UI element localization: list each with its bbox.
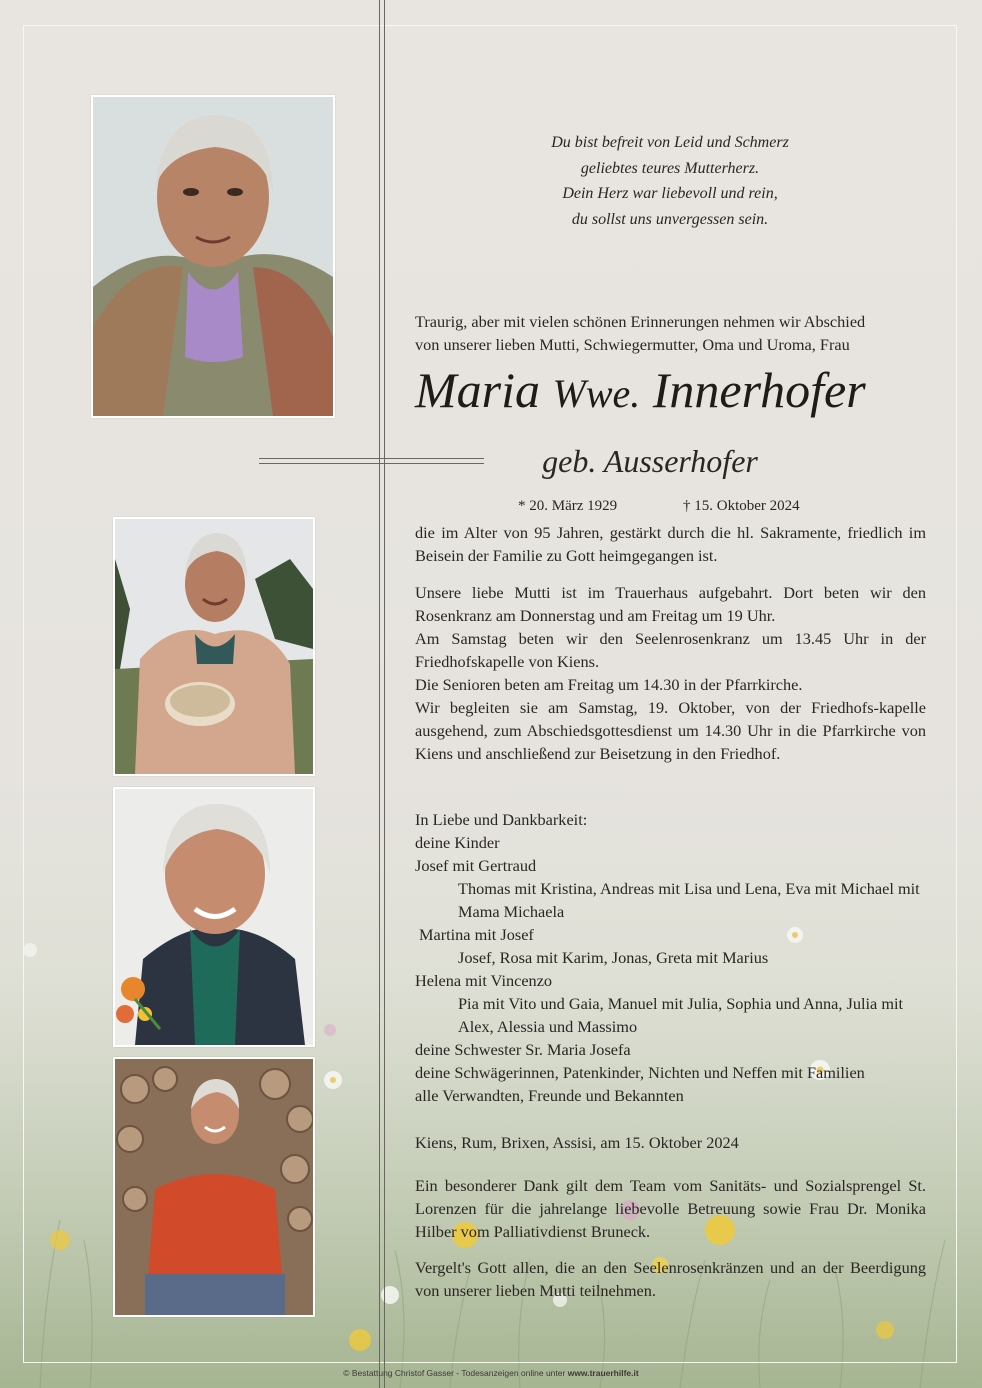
footer-online-text: Todesanzeigen online unter bbox=[461, 1368, 566, 1378]
photo-with-woodpile bbox=[113, 1057, 315, 1317]
thanks-paragraph: Ein besonderer Dank gilt dem Team vom Sanitäts- und Sozialsprengel St. Lorenzen für die jahrelange liebevolle Betreuung sowie Frau Dr. Monika Hilber vom Palliativdienst Bruneck. bbox=[415, 1176, 926, 1241]
mourner-line: Martina mit Josef bbox=[419, 925, 534, 944]
viewing-line: Am Samstag beten wir den Seelenrosenkranz um 13.45 Uhr in der Friedhofskapelle von Kiens. bbox=[415, 629, 926, 671]
last-name: Innerhofer bbox=[652, 362, 866, 418]
intro-line: Traurig, aber mit vielen schönen Erinnerungen nehmen wir Abschied bbox=[415, 312, 866, 331]
poem-line: Dein Herz war liebevoll und rein, bbox=[562, 185, 778, 202]
mourner-line: Thomas mit Kristina, Andreas mit Lisa und Lena, Eva mit Michael mit Mama Michaela bbox=[458, 879, 920, 921]
cross-vertical-line bbox=[384, 0, 385, 1388]
first-name: Maria bbox=[415, 362, 540, 418]
mourner-line: deine Kinder bbox=[415, 833, 500, 852]
widow-prefix: Wwe. bbox=[552, 371, 641, 416]
viewing-line: Die Senioren beten am Freitag um 14.30 in der Pfarrkirche. bbox=[415, 675, 803, 694]
footer-copyright: © Bestattung Christof Gasser - bbox=[343, 1368, 460, 1378]
mourner-line: Pia mit Vito und Gaia, Manuel mit Julia, Sophia und Anna, Julia mit Alex, Alessia und Massimo bbox=[458, 994, 904, 1036]
place-date: Kiens, Rum, Brixen, Assisi, am 15. Oktober 2024 bbox=[415, 1133, 739, 1152]
mourner-line: deine Schwester Sr. Maria Josefa bbox=[415, 1040, 631, 1059]
poem-line: du sollst uns unvergessen sein. bbox=[571, 210, 769, 228]
intro-text bbox=[415, 310, 926, 356]
poem-line: Du bist befreit von Leid und Schmerz bbox=[551, 134, 789, 151]
deceased-name bbox=[415, 360, 935, 424]
memorial-poem bbox=[470, 130, 870, 232]
photo-with-mushroom bbox=[113, 517, 315, 776]
portrait-photo bbox=[91, 95, 335, 418]
funeral-paragraph: Wir begleiten sie am Samstag, 19. Oktober, von der Friedhofs-kapelle ausgehend, zum Abschiedsgottesdienst um 14.30 Uhr in die Pfarrkirche von Kiens und anschließend zur Beisetzung in den Friedhof. bbox=[415, 698, 926, 763]
birth-name: geb. Ausserhofer bbox=[542, 443, 758, 479]
intro-line: von unserer lieben Mutti, Schwiegermutter, Oma und Uroma, Frau bbox=[415, 335, 850, 354]
birth-date: * 20. März 1929 bbox=[518, 498, 618, 514]
mourners-heading: In Liebe und Dankbarkeit: bbox=[415, 810, 588, 829]
mourners-list bbox=[415, 808, 926, 1107]
mourner-line: Josef, Rosa mit Karim, Jonas, Greta mit Marius bbox=[458, 948, 769, 967]
photo-with-flowers bbox=[113, 787, 315, 1047]
cross-vertical-line bbox=[379, 0, 380, 1388]
viewing-paragraph bbox=[415, 581, 926, 696]
closing-paragraph: Vergelt's Gott allen, die an den Seelenrosenkränzen und an der Beerdigung von unserer lieben Mutti teilnehmen. bbox=[415, 1258, 926, 1300]
poem-line: geliebtes teures Mutterherz. bbox=[580, 159, 760, 177]
footer-url-link[interactable]: www.trauerhilfe.it bbox=[567, 1368, 639, 1378]
passing-paragraph: die im Alter von 95 Jahren, gestärkt durch die hl. Sakramente, friedlich im Beisein der Familie zu Gott heimgegangen ist. bbox=[415, 523, 926, 565]
mourner-line: Helena mit Vincenzo bbox=[415, 971, 553, 990]
footer bbox=[0, 1368, 982, 1378]
death-date: † 15. Oktober 2024 bbox=[683, 498, 800, 514]
mourner-line: alle Verwandten, Freunde und Bekannten bbox=[415, 1086, 684, 1105]
mourner-line: deine Schwägerinnen, Patenkinder, Nichten und Neffen mit Familien bbox=[415, 1063, 865, 1082]
mourner-line: Josef mit Gertraud bbox=[415, 856, 537, 875]
viewing-line: Unsere liebe Mutti ist im Trauerhaus aufgebahrt. Dort beten wir den Rosenkranz am Donnerstag und am Freitag um 19 Uhr. bbox=[415, 583, 926, 625]
